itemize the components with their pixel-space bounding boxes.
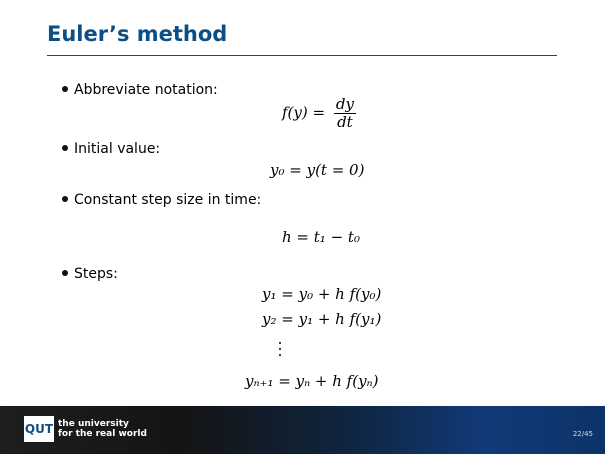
bullet-steps	[62, 266, 118, 282]
equation-step-1: y₁ = y₀ + h f(y₀)	[262, 285, 382, 303]
bullet-initial-value	[62, 141, 160, 157]
equation-notation	[282, 96, 356, 131]
bullet-label: Steps:	[74, 266, 118, 282]
bullet-step-size	[62, 192, 261, 208]
tagline-line-2: for the real world	[58, 429, 147, 439]
bullet-dot-icon	[62, 86, 68, 92]
tagline-line-1: the university	[58, 419, 129, 429]
fraction-numerator: dy	[335, 95, 354, 113]
bullet-label: Constant step size in time:	[74, 192, 262, 208]
bullet-label: Initial value:	[74, 141, 161, 157]
equation-notation-lhs: f(y) =	[282, 103, 326, 122]
university-tagline	[58, 419, 147, 439]
bullet-dot-icon	[62, 270, 68, 276]
qut-logo-icon: QUT	[24, 416, 54, 442]
fraction-denominator: dt	[337, 113, 353, 131]
bullet-abbreviate-notation	[62, 82, 218, 98]
equation-step-n: yₙ₊₁ = yₙ + h f(yₙ)	[245, 372, 379, 390]
equation-step-2: y₂ = y₁ + h f(y₁)	[262, 310, 382, 328]
slide-title: Euler’s method	[47, 22, 228, 46]
bullet-dot-icon	[62, 145, 68, 151]
equation-step-size: h = t₁ − t₀	[282, 228, 360, 246]
bullet-dot-icon	[62, 196, 68, 202]
page-number: 22/45	[572, 430, 593, 438]
derivative-fraction	[334, 96, 356, 131]
footer-bar	[0, 406, 605, 454]
bullet-label: Abbreviate notation:	[74, 82, 218, 98]
vertical-dots-icon	[277, 342, 283, 360]
equation-initial-value: y₀ = y(t = 0)	[270, 161, 365, 179]
title-underline	[47, 55, 557, 56]
